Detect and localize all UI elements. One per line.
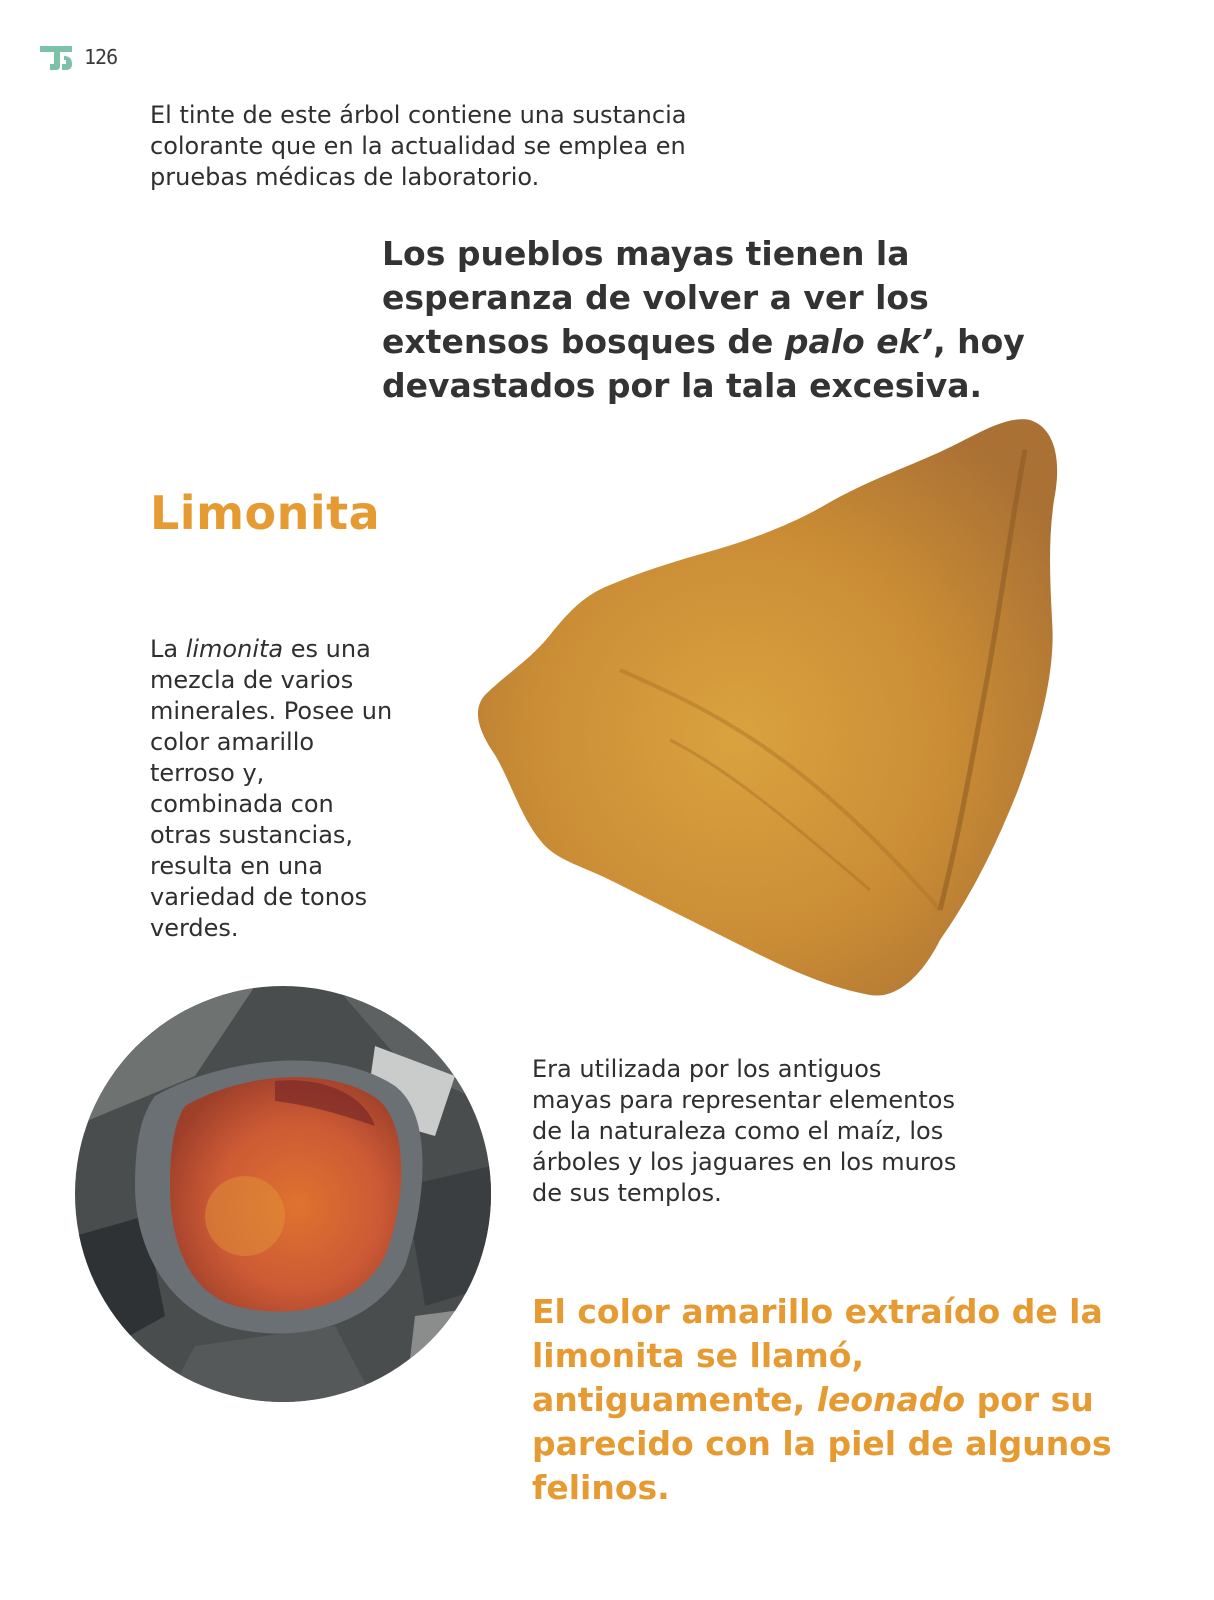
greek-fret-icon: [38, 42, 76, 72]
callout-text-start: Los pueblos mayas tienen la esperanza de volver a ver los extensos bosques de: [382, 234, 929, 361]
description-text-start: La: [150, 635, 186, 663]
closing-text-start: El color amarillo extraído de la limonita se llamó, antiguamente,: [532, 1292, 1103, 1419]
callout-text-end: , hoy devastados por la tala excesiva.: [382, 322, 1025, 405]
callout-emphasis: palo ek’: [784, 322, 934, 361]
page-number: 126: [84, 45, 118, 69]
usage-paragraph: Era utilizada por los antiguos mayas para representar elementos de la naturaleza como el maíz, los árboles y los jaguares en los muros de sus templos.: [532, 1055, 957, 1207]
closing-text-end: por su parecido con la piel de algunos felinos.: [532, 1380, 1112, 1507]
limonite-rock-image: [470, 410, 1090, 1010]
closing-emphasis: leonado: [816, 1380, 966, 1419]
section-title: Limonita: [150, 486, 381, 540]
closing-paragraph: [532, 1290, 1132, 1510]
description-emphasis: limonita: [185, 635, 284, 663]
callout-paragraph: [382, 232, 1082, 408]
page-header: [38, 42, 117, 72]
intro-paragraph: El tinte de este árbol contiene una sustancia colorante que en la actualidad se emplea en pruebas médicas de laboratorio.: [150, 101, 687, 191]
limonite-nodule-photo: [75, 986, 491, 1402]
description-text-end: es una mezcla de varios minerales. Posee un color amarillo terroso y, combinada con otras sustancias, resulta en una variedad de tonos verdes.: [150, 635, 393, 942]
description-paragraph: [150, 634, 400, 944]
